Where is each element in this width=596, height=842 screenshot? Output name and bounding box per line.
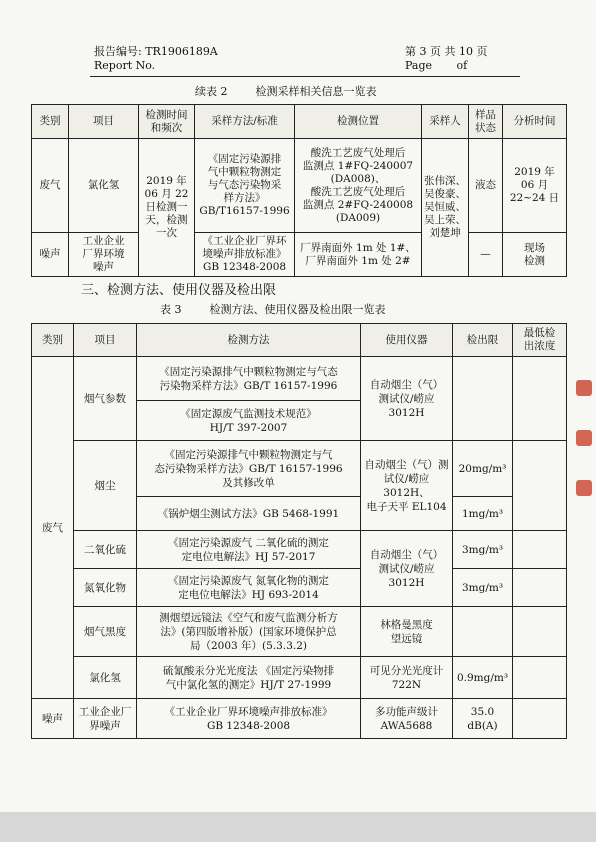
limit-cell (453, 607, 513, 657)
table3-methods (31, 323, 567, 739)
limit-cell: 0.9mg/m³ (453, 657, 513, 699)
table-row (32, 569, 567, 607)
min-conc-cell (513, 569, 567, 607)
table-row (32, 139, 567, 233)
min-conc-cell (513, 699, 567, 739)
table2-header-row (32, 105, 567, 139)
report-number (94, 45, 218, 73)
method-cell: 《固定源废气监测技术规范》 HJ/T 397-2007 (137, 401, 361, 441)
header-divider (90, 76, 520, 77)
scan-footer-band (0, 812, 596, 842)
location-cell: 厂界南面外 1m 处 1#、 厂界南面外 1m 处 2# (295, 233, 422, 277)
instrument-cell: 多功能声级计 AWA5688 (361, 699, 453, 739)
method-cell: 《固定污染源排气中颗粒物测定与气 态污染物采样方法》GB/T 16157-1996 及其修改单 (137, 441, 361, 497)
page-indicator (405, 45, 487, 73)
table3-header-row (32, 324, 567, 357)
category-cell: 废气 (32, 357, 74, 699)
table3-header: 类别 (32, 324, 74, 357)
table2-header: 检测位置 (295, 105, 422, 139)
min-conc-cell (513, 657, 567, 699)
section-title: 三、检测方法、使用仪器及检出限 (81, 283, 277, 298)
min-conc-cell (513, 357, 567, 441)
method-cell: 《固定污染源废气 氮氧化物的测定 定电位电解法》HJ 693-2014 (137, 569, 361, 607)
item-cell: 烟气黑度 (74, 607, 137, 657)
table-row (32, 233, 567, 277)
table2-sampling-info (31, 104, 567, 277)
category-cell: 噪声 (32, 233, 69, 277)
table2-header: 采样方法/标准 (195, 105, 295, 139)
table-row (32, 531, 567, 569)
table-row (32, 657, 567, 699)
state-cell: 液态 (469, 139, 503, 233)
instrument-cell: 可见分光光度计 722N (361, 657, 453, 699)
table3-header: 检测方法 (137, 324, 361, 357)
report-number-en: Report No. (94, 59, 156, 72)
analysis-cell: 现场 检测 (503, 233, 567, 277)
limit-cell: 35.0 dB(A) (453, 699, 513, 739)
item-cell: 氯化氢 (74, 657, 137, 699)
method-cell: 《固定污染源排 气中颗粒物测定 与气态污染物采 样方法》 GB/T16157-1996 (195, 139, 295, 233)
category-cell: 废气 (32, 139, 69, 233)
item-cell: 氯化氢 (69, 139, 139, 233)
table-row (32, 699, 567, 739)
red-stamp-fragment (574, 370, 596, 530)
method-cell: 《工业企业厂界环 境噪声排放标准》 GB 12348-2008 (195, 233, 295, 277)
category-cell: 噪声 (32, 699, 74, 739)
table2-header: 项目 (69, 105, 139, 139)
method-cell: 测烟望远镜法《空气和废气监测分析方 法》(第四版增补版）(国家环境保护总 局（2003 年）(5.3.3.2) (137, 607, 361, 657)
time-cell: 2019 年 06 月 22 日检测一 天，检测 一次 (139, 139, 195, 277)
table2-header: 类别 (32, 105, 69, 139)
location-cell: 酸洗工艺废气处理后 监测点 1#FQ-240007 (DA008)、 酸洗工艺废气处理后 监测点 2#FQ-240008 (DA009) (295, 139, 422, 233)
method-cell: 硫氰酸汞分光光度法 《固定污染物排 气中氯化氢的测定》HJ/T 27-1999 (137, 657, 361, 699)
table3-header: 最低检 出浓度 (513, 324, 567, 357)
table2-header: 样品 状态 (469, 105, 503, 139)
table2-header: 分析时间 (503, 105, 567, 139)
limit-cell: 1mg/m³ (453, 497, 513, 531)
item-cell: 氮氧化物 (74, 569, 137, 607)
limit-cell (453, 357, 513, 441)
min-conc-cell (513, 531, 567, 569)
limit-cell: 3mg/m³ (453, 569, 513, 607)
item-cell: 烟尘 (74, 441, 137, 531)
min-conc-cell (513, 441, 567, 531)
sampler-cell: 张伟深、 吴俊豪、 吴恒威、 吴上荣、 刘楚坤 (422, 139, 469, 277)
item-cell: 工业企业 厂界环境 噪声 (69, 233, 139, 277)
instrument-cell: 自动烟尘（气）测 试仪/崂应 3012H、 电子天平 EL104 (361, 441, 453, 531)
table2-header: 采样人 (422, 105, 469, 139)
item-cell: 二氧化硫 (74, 531, 137, 569)
limit-cell: 3mg/m³ (453, 531, 513, 569)
method-cell: 《固定污染源废气 二氧化硫的测定 定电位电解法》HJ 57-2017 (137, 531, 361, 569)
method-cell: 《锅炉烟尘测试方法》GB 5468-1991 (137, 497, 361, 531)
table-row (32, 607, 567, 657)
page-indicator-en: Page of (405, 59, 468, 72)
instrument-cell: 自动烟尘（气） 测试仪/崂应 3012H (361, 357, 453, 441)
analysis-cell: 2019 年 06 月 22~24 日 (503, 139, 567, 233)
instrument-cell: 自动烟尘（气） 测试仪/崂应 3012H (361, 531, 453, 607)
page-indicator-cn: 第 3 页 共 10 页 (405, 45, 488, 58)
min-conc-cell (513, 607, 567, 657)
table3-caption: 表 3 检测方法、使用仪器及检出限一览表 (160, 303, 386, 316)
state-cell: — (469, 233, 503, 277)
table-row (32, 441, 567, 497)
limit-cell: 20mg/m³ (453, 441, 513, 497)
item-cell: 烟气参数 (74, 357, 137, 441)
table-row (32, 357, 567, 401)
item-cell: 工业企业厂 界噪声 (74, 699, 137, 739)
method-cell: 《工业企业厂界环境噪声排放标准》 GB 12348-2008 (137, 699, 361, 739)
table2-header: 检测时间 和频次 (139, 105, 195, 139)
table3-header: 检出限 (453, 324, 513, 357)
table3-header: 项目 (74, 324, 137, 357)
report-number-cn: 报告编号: TR1906189A (94, 45, 218, 58)
table2-caption: 续表 2 检测采样相关信息一览表 (195, 85, 377, 98)
table3-header: 使用仪器 (361, 324, 453, 357)
instrument-cell: 林格曼黑度 望远镜 (361, 607, 453, 657)
method-cell: 《固定污染源排气中颗粒物测定与气态 污染物采样方法》GB/T 16157-1996 (137, 357, 361, 401)
